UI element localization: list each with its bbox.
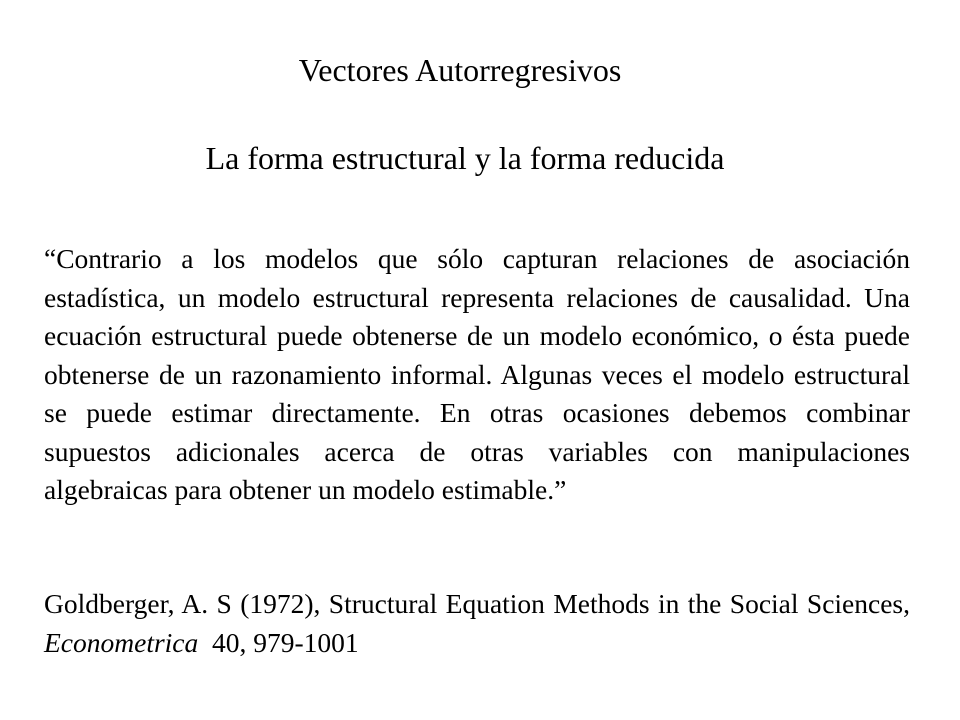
citation-volume-pages: 40, 979-1001: [198, 626, 359, 658]
citation-authors-title: Goldberger, A. S (1972), Structural Equation Methods in the Social Sciences,: [44, 588, 910, 619]
citation-journal: Econometrica: [44, 626, 199, 658]
slide-title: Vectores Autorregresivos: [298, 52, 622, 88]
quote-paragraph: “Contrario a los modelos que sólo capturan relaciones de asociación estadística, un modelo estructural representa relaciones de causalidad. Una ecuación estructural puede obtenerse de un modelo económico, o ésta puede obtenerse de un razonamiento informal. Algunas veces el modelo estructural se puede estimar directamente. En otras ocasiones debemos combinar supuestos adicionales acerca de otras variables con manipulaciones algebraicas para obtener un modelo estimable.”: [44, 243, 910, 505]
slide-subtitle: La forma estructural y la forma reducida: [205, 140, 725, 176]
citation: [44, 585, 910, 662]
